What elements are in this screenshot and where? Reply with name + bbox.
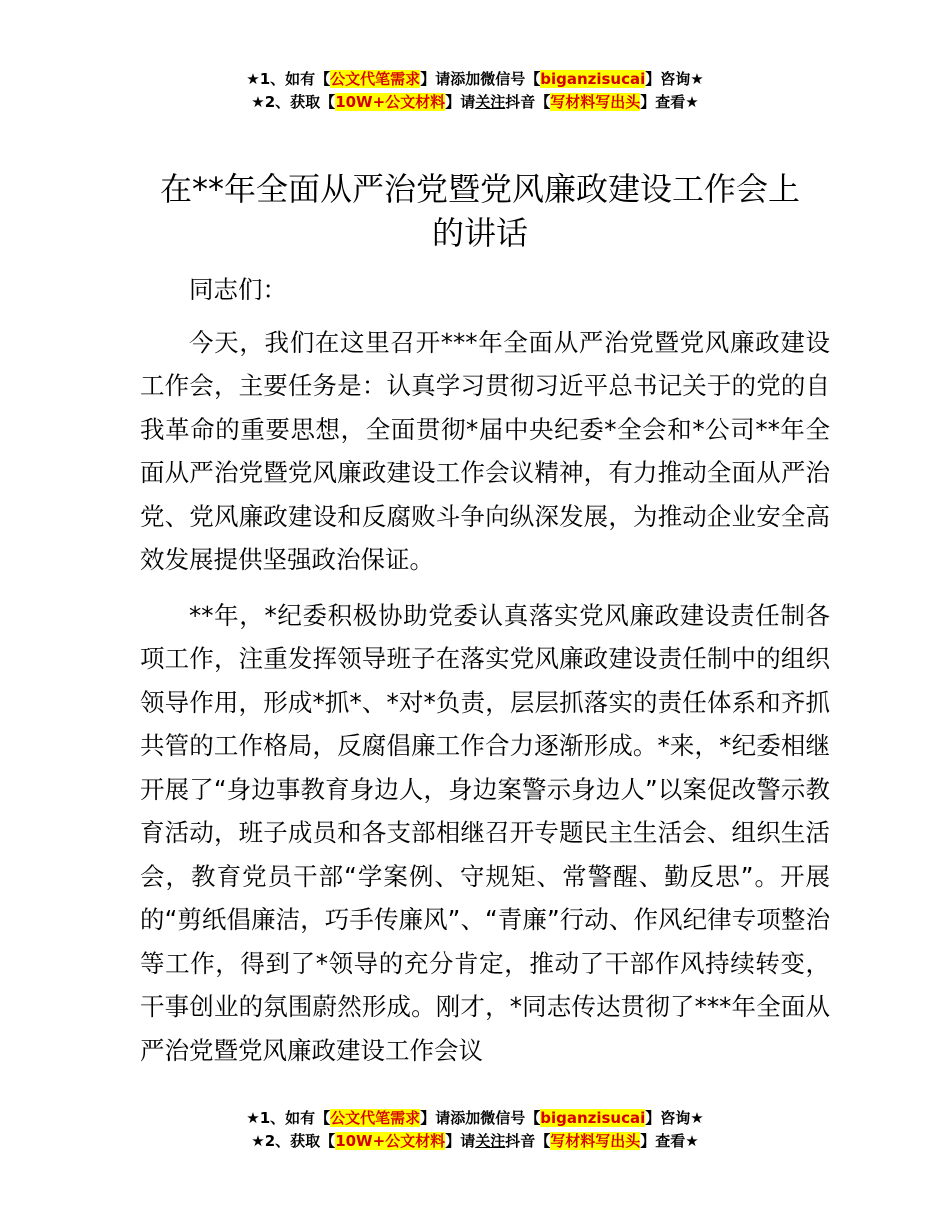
banner-line-1: ★1、如有【公文代笔需求】请添加微信号【biganzisucai】咨询★: [246, 70, 704, 88]
salutation: 同志们：: [189, 275, 287, 304]
footer-underlined-follow: 关注: [475, 1132, 506, 1150]
highlight-ghostwriting: 公文代笔需求: [330, 70, 421, 88]
document-body: [140, 268, 830, 1084]
title-line-1: 在**年全面从严治党暨党风廉政建设工作会上: [159, 170, 800, 208]
header-banner: [0, 68, 950, 114]
title-line-2: 的讲话: [431, 214, 528, 252]
banner-line-2: ★2、获取【10W+公文材料】请关注抖音【写材料写出头】查看★: [251, 93, 699, 111]
footer-highlight-materials: 10W+公文材料: [335, 1132, 446, 1150]
highlight-douyin-account: 写材料写出头: [550, 93, 641, 111]
highlight-materials: 10W+公文材料: [335, 93, 446, 111]
footer-highlight-ghostwriting: 公文代笔需求: [330, 1109, 421, 1127]
highlight-wechat-id: biganzisucai: [540, 70, 646, 88]
paragraph-2: **年，*纪委积极协助党委认真落实党风廉政建设责任制各项工作，注重发挥领导班子在落实党风廉政建设责任制中的组织领导作用，形成*抓*、*对*负责，层层抓落实的责任体系和齐抓共管的工作格局，反腐倡廉工作合力逐渐形成。*来，*纪委相继开展了“身边事教育身边人，身边案警示身边人”以案促改警示教育活动，班子成员和各支部相继召开专题民主生活会、组织生活会，教育党员干部“学案例、守规矩、常警醒、勤反思”。开展的“剪纸倡廉洁，巧手传廉风”、“青廉”行动、作风纪律专项整治等工作，得到了*领导的充分肯定，推动了干部作风持续转变，干事创业的氛围蔚然形成。刚才，*同志传达贯彻了***年全面从严治党暨党风廉政建设工作会议: [140, 600, 830, 1065]
footer-highlight-douyin-account: 写材料写出头: [550, 1132, 641, 1150]
footer-banner: [0, 1107, 950, 1153]
footer-highlight-wechat-id: biganzisucai: [540, 1109, 646, 1127]
footer-line-1: ★1、如有【公文代笔需求】请添加微信号【biganzisucai】咨询★: [246, 1109, 704, 1127]
paragraph-1: 今天，我们在这里召开***年全面从严治党暨党风廉政建设工作会，主要任务是：认真学习贯彻习近平总书记关于的党的自我革命的重要思想，全面贯彻*届中央纪委*全会和*公司**年全面从严治党暨党风廉政建设工作会议精神，有力推动全面从严治党、党风廉政建设和反腐败斗争向纵深发展，为推动企业安全高效发展提供坚强政治保证。: [140, 327, 830, 574]
underlined-follow: 关注: [475, 93, 506, 111]
document-title: [140, 167, 820, 255]
footer-line-2: ★2、获取【10W+公文材料】请关注抖音【写材料写出头】查看★: [251, 1132, 699, 1150]
